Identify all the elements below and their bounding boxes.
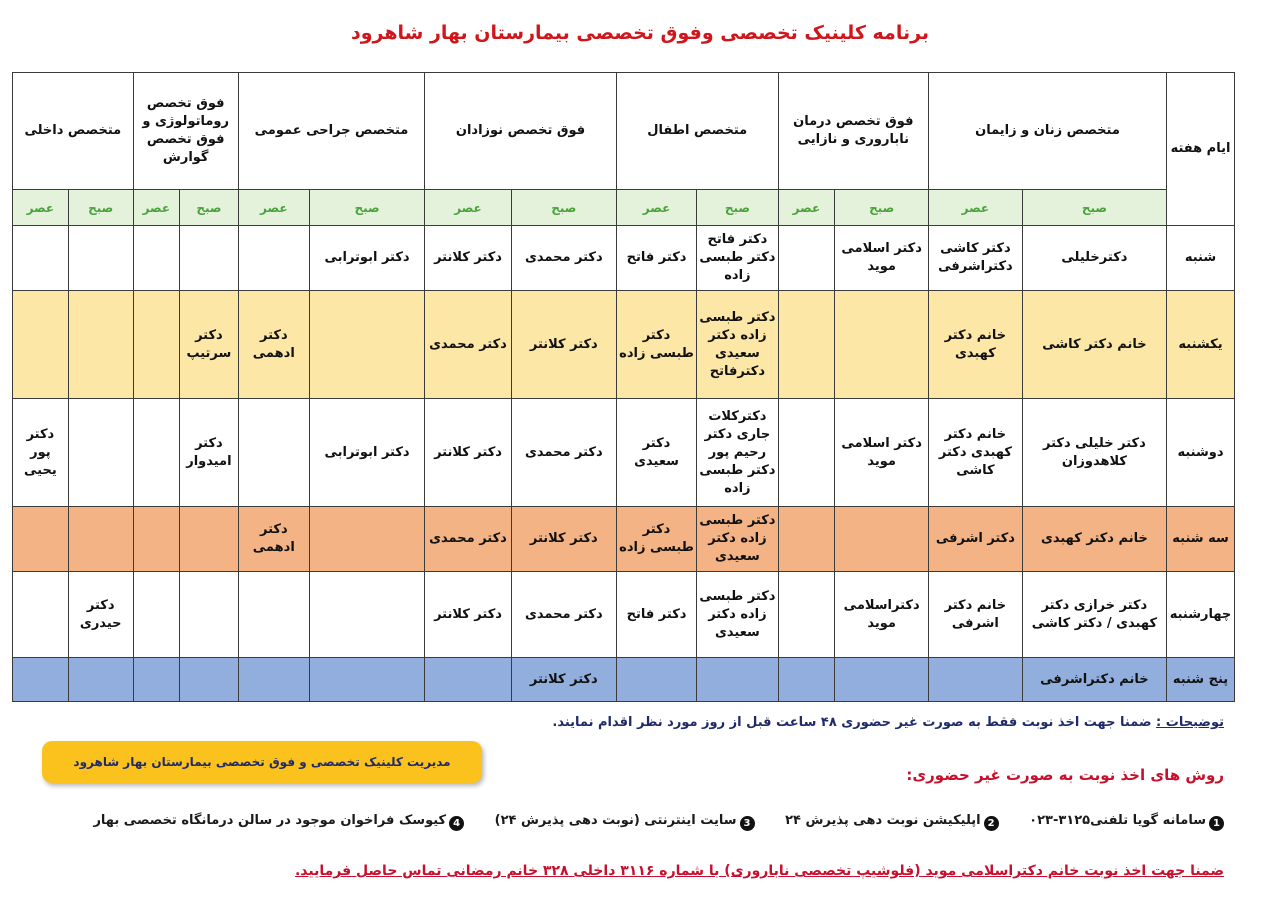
schedule-cell: دکتر کلانتر xyxy=(511,658,616,702)
schedule-cell xyxy=(835,658,929,702)
schedule-cell: خانم دکتر کهبدی دکتر کاشی xyxy=(929,399,1023,507)
number-badge-icon: 2 xyxy=(984,816,999,831)
schedule-cell xyxy=(835,291,929,399)
schedule-cell xyxy=(13,226,69,291)
schedule-cell: دکتر کلانتر xyxy=(511,291,616,399)
day-cell: دوشنبه xyxy=(1167,399,1235,507)
method-text: سایت اینترنتی (نوبت دهی پذیرش ۲۴) xyxy=(494,813,737,828)
table-row xyxy=(13,399,1235,507)
shift-header: صبح xyxy=(309,190,424,226)
shift-header-row xyxy=(13,190,1235,226)
shift-header: عصر xyxy=(778,190,835,226)
schedule-cell: دکتر ابوترابی xyxy=(309,399,424,507)
day-cell: سه شنبه xyxy=(1167,507,1235,572)
method-item xyxy=(785,813,999,828)
schedule-cell: دکتر اشرفی xyxy=(929,507,1023,572)
specialty-header: فوق تخصص درمان ناباروری و نازایی xyxy=(778,73,928,190)
schedule-cell xyxy=(778,291,835,399)
table-row xyxy=(13,658,1235,702)
schedule-cell: خانم دکتر کاشی xyxy=(1022,291,1166,399)
schedule-cell xyxy=(133,658,179,702)
table-row xyxy=(13,572,1235,658)
method-text: کیوسک فراخوان موجود در سالن درمانگاه تخصصی بهار xyxy=(93,813,447,828)
shift-header: صبح xyxy=(180,190,239,226)
table-row xyxy=(13,507,1235,572)
day-cell: چهارشنبه xyxy=(1167,572,1235,658)
schedule-cell xyxy=(309,507,424,572)
schedule-cell xyxy=(778,226,835,291)
schedule-cell xyxy=(929,658,1023,702)
schedule-cell: دکتر محمدی xyxy=(425,507,512,572)
specialty-header: فوق تخصص نوزادان xyxy=(425,73,617,190)
schedule-cell: خانم دکتر اشرفی xyxy=(929,572,1023,658)
schedule-cell xyxy=(238,399,309,507)
methods-title: روش های اخذ نوبت به صورت غیر حضوری: xyxy=(906,766,1224,784)
schedule-cell: دکتر کاشی دکتراشرفی xyxy=(929,226,1023,291)
specialty-header: متخصص جراحی عمومی xyxy=(238,73,424,190)
table-row xyxy=(13,226,1235,291)
shift-header: عصر xyxy=(929,190,1023,226)
schedule-cell xyxy=(68,507,133,572)
management-banner: مدیریت کلینیک تخصصی و فوق تخصصی بیمارستان بهار شاهرود xyxy=(42,741,482,783)
schedule-cell: دکتر محمدی xyxy=(511,226,616,291)
schedule-cell xyxy=(133,507,179,572)
method-item xyxy=(93,813,464,828)
schedule-cell xyxy=(180,572,239,658)
day-cell: پنج شنبه xyxy=(1167,658,1235,702)
schedule-cell: دکتر محمدی xyxy=(425,291,512,399)
schedule-cell: دکتر طبسی زاده xyxy=(616,507,696,572)
specialty-header: متخصص داخلی xyxy=(13,73,134,190)
schedule-cell xyxy=(133,226,179,291)
schedule-cell xyxy=(616,658,696,702)
page-title: برنامه کلینیک تخصصی وفوق تخصصی بیمارستان بهار شاهرود xyxy=(350,22,930,44)
schedule-cell xyxy=(309,658,424,702)
footer-note: ضمنا جهت اخذ نوبت خانم دکتراسلامی موید (فلوشیپ تخصصی ناباروری) با شماره ۳۱۱۶ داخلی ۳۲۸ خانم رمضانی تماس حاصل فرمایید. xyxy=(294,863,1224,879)
schedule-cell xyxy=(778,658,835,702)
schedule-cell: دکتر محمدی xyxy=(511,572,616,658)
shift-header: صبح xyxy=(697,190,778,226)
schedule-cell: دکتر اسلامی موید xyxy=(835,226,929,291)
schedule-cell: دکتر کلانتر xyxy=(425,399,512,507)
schedule-cell: دکتر کلانتر xyxy=(425,226,512,291)
schedule-cell: دکتر طبسی زاده دکتر سعیدی دکترفاتح xyxy=(697,291,778,399)
schedule-cell xyxy=(835,507,929,572)
schedule-cell xyxy=(309,572,424,658)
schedule-cell: خانم دکتر کهبدی xyxy=(1022,507,1166,572)
number-badge-icon: 1 xyxy=(1209,816,1224,831)
methods-list xyxy=(67,813,1224,831)
schedule-cell xyxy=(68,291,133,399)
schedule-cell: دکترخلیلی xyxy=(1022,226,1166,291)
schedule-cell xyxy=(180,226,239,291)
schedule-cell: دکتر کلانتر xyxy=(511,507,616,572)
schedule-cell xyxy=(778,507,835,572)
days-header: ایام هفته xyxy=(1167,73,1235,226)
notes-label: توضیحات : xyxy=(1156,715,1224,730)
schedule-cell: دکتر ادهمی xyxy=(238,507,309,572)
specialty-header-row xyxy=(13,73,1235,190)
schedule-cell xyxy=(778,399,835,507)
schedule-cell: دکتراسلامی موید xyxy=(835,572,929,658)
number-badge-icon: 4 xyxy=(449,816,464,831)
schedule-cell xyxy=(309,291,424,399)
shift-header: صبح xyxy=(835,190,929,226)
schedule-cell: دکتر فاتح دکتر طبسی زاده xyxy=(697,226,778,291)
shift-header: عصر xyxy=(616,190,696,226)
schedule-cell: دکتر حیدری xyxy=(68,572,133,658)
shift-header: عصر xyxy=(13,190,69,226)
schedule-cell xyxy=(13,291,69,399)
table-row xyxy=(13,291,1235,399)
schedule-cell: دکتر طبسی زاده دکتر سعیدی xyxy=(697,507,778,572)
schedule-cell xyxy=(180,507,239,572)
schedule-cell: دکتر محمدی xyxy=(511,399,616,507)
shift-header: عصر xyxy=(425,190,512,226)
schedule-cell: دکتر ادهمی xyxy=(238,291,309,399)
schedule-cell: دکتر فاتح xyxy=(616,226,696,291)
shift-header: عصر xyxy=(238,190,309,226)
schedule-cell: دکترکلات جاری دکتر رحیم پور دکتر طبسی زاده xyxy=(697,399,778,507)
schedule-cell xyxy=(697,658,778,702)
shift-header: صبح xyxy=(1022,190,1166,226)
schedule-cell: دکتر کلانتر xyxy=(425,572,512,658)
method-text: سامانه گویا تلفنی۳۱۲۵-۰۲۳ xyxy=(1029,813,1206,828)
schedule-cell: دکتر اسلامی موید xyxy=(835,399,929,507)
schedule-cell xyxy=(425,658,512,702)
schedule-cell xyxy=(133,399,179,507)
schedule-cell: دکتر امیدوار xyxy=(180,399,239,507)
schedule-cell xyxy=(68,658,133,702)
specialty-header: متخصص زنان و زایمان xyxy=(929,73,1167,190)
schedule-cell: دکتر سعیدی xyxy=(616,399,696,507)
notes xyxy=(552,715,1224,730)
method-item xyxy=(1029,813,1224,828)
schedule-cell xyxy=(13,507,69,572)
schedule-cell xyxy=(180,658,239,702)
shift-header: عصر xyxy=(133,190,179,226)
schedule-cell xyxy=(13,572,69,658)
shift-header: صبح xyxy=(511,190,616,226)
schedule-cell: دکتر فاتح xyxy=(616,572,696,658)
specialty-header: متخصص اطفال xyxy=(616,73,778,190)
schedule-cell: دکتر خرازی دکتر کهبدی / دکتر کاشی xyxy=(1022,572,1166,658)
shift-header: صبح xyxy=(68,190,133,226)
schedule-cell xyxy=(133,291,179,399)
specialty-header: فوق تخصص روماتولوژی و فوق تخصص گوارش xyxy=(133,73,238,190)
schedule-cell xyxy=(133,572,179,658)
schedule-cell: دکتر پور یحیی xyxy=(13,399,69,507)
schedule-cell: دکتر خلیلی دکتر کلاهدوزان xyxy=(1022,399,1166,507)
schedule-cell: دکتر ابوترابی xyxy=(309,226,424,291)
day-cell: یکشنبه xyxy=(1167,291,1235,399)
method-text: اپلیکیشن نوبت دهی پذیرش ۲۴ xyxy=(785,813,981,828)
schedule-cell: دکتر طبسی زاده xyxy=(616,291,696,399)
schedule-cell xyxy=(778,572,835,658)
schedule-cell: دکتر طبسی زاده دکتر سعیدی xyxy=(697,572,778,658)
schedule-cell xyxy=(238,572,309,658)
schedule-cell: دکتر سرتیپ xyxy=(180,291,239,399)
schedule-cell xyxy=(238,658,309,702)
schedule-cell: خانم دکتر کهبدی xyxy=(929,291,1023,399)
schedule-cell xyxy=(68,399,133,507)
schedule-table xyxy=(12,72,1235,702)
schedule-cell xyxy=(13,658,69,702)
schedule-cell xyxy=(238,226,309,291)
number-badge-icon: 3 xyxy=(740,816,755,831)
method-item xyxy=(495,813,755,828)
notes-text: ضمنا جهت اخذ نوبت فقط به صورت غیر حضوری ۴۸ ساعت قبل از روز مورد نظر اقدام نمایند. xyxy=(552,715,1152,730)
schedule-cell xyxy=(68,226,133,291)
day-cell: شنبه xyxy=(1167,226,1235,291)
schedule-cell: خانم دکتراشرفی xyxy=(1022,658,1166,702)
